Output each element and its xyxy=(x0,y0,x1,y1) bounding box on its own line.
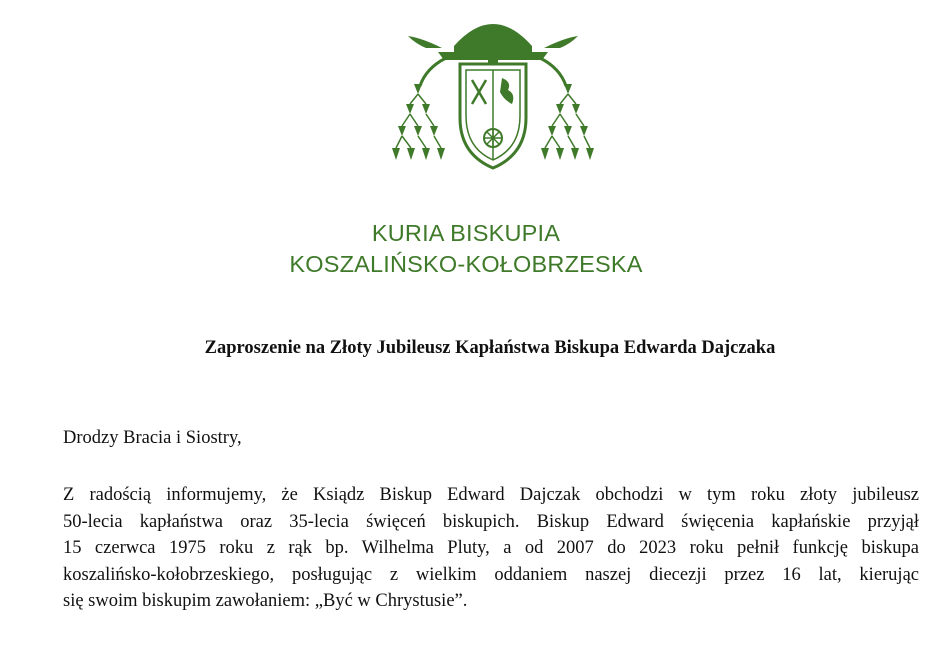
greeting: Drodzy Bracia i Siostry, xyxy=(63,428,242,448)
paragraph xyxy=(63,482,919,615)
paragraph-line: Z radością informujemy, że Ksiądz Biskup Edward Dajczak obchodzi w tym roku złoty jubileusz xyxy=(63,485,919,505)
paragraph-line: się swoim biskupim zawołaniem: „Być w Chrystusie”. xyxy=(63,591,468,611)
bishop-coat-of-arms-icon xyxy=(382,8,604,176)
curia-name-line2: KOSZALIŃSKO-KOŁOBRZESKA xyxy=(289,251,643,277)
paragraph-line: 15 czerwca 1975 roku z rąk bp. Wilhelma Pluty, a od 2007 do 2023 roku pełnił funkcję biskupa xyxy=(63,538,919,558)
paragraph-line: 50-lecia kapłaństwa oraz 35-lecia święceń biskupich. Biskup Edward święcenia kapłańskie przyjął xyxy=(63,511,919,532)
curia-name-line1: KURIA BISKUPIA xyxy=(371,220,561,246)
document-title: Zaproszenie na Złoty Jubileusz Kapłaństwa Biskupa Edwarda Dajczaka xyxy=(204,338,776,358)
paragraph-line: koszalińsko-kołobrzeskiego, posługując z wielkim oddaniem naszej diecezji przez 16 lat, kierując xyxy=(63,564,919,585)
